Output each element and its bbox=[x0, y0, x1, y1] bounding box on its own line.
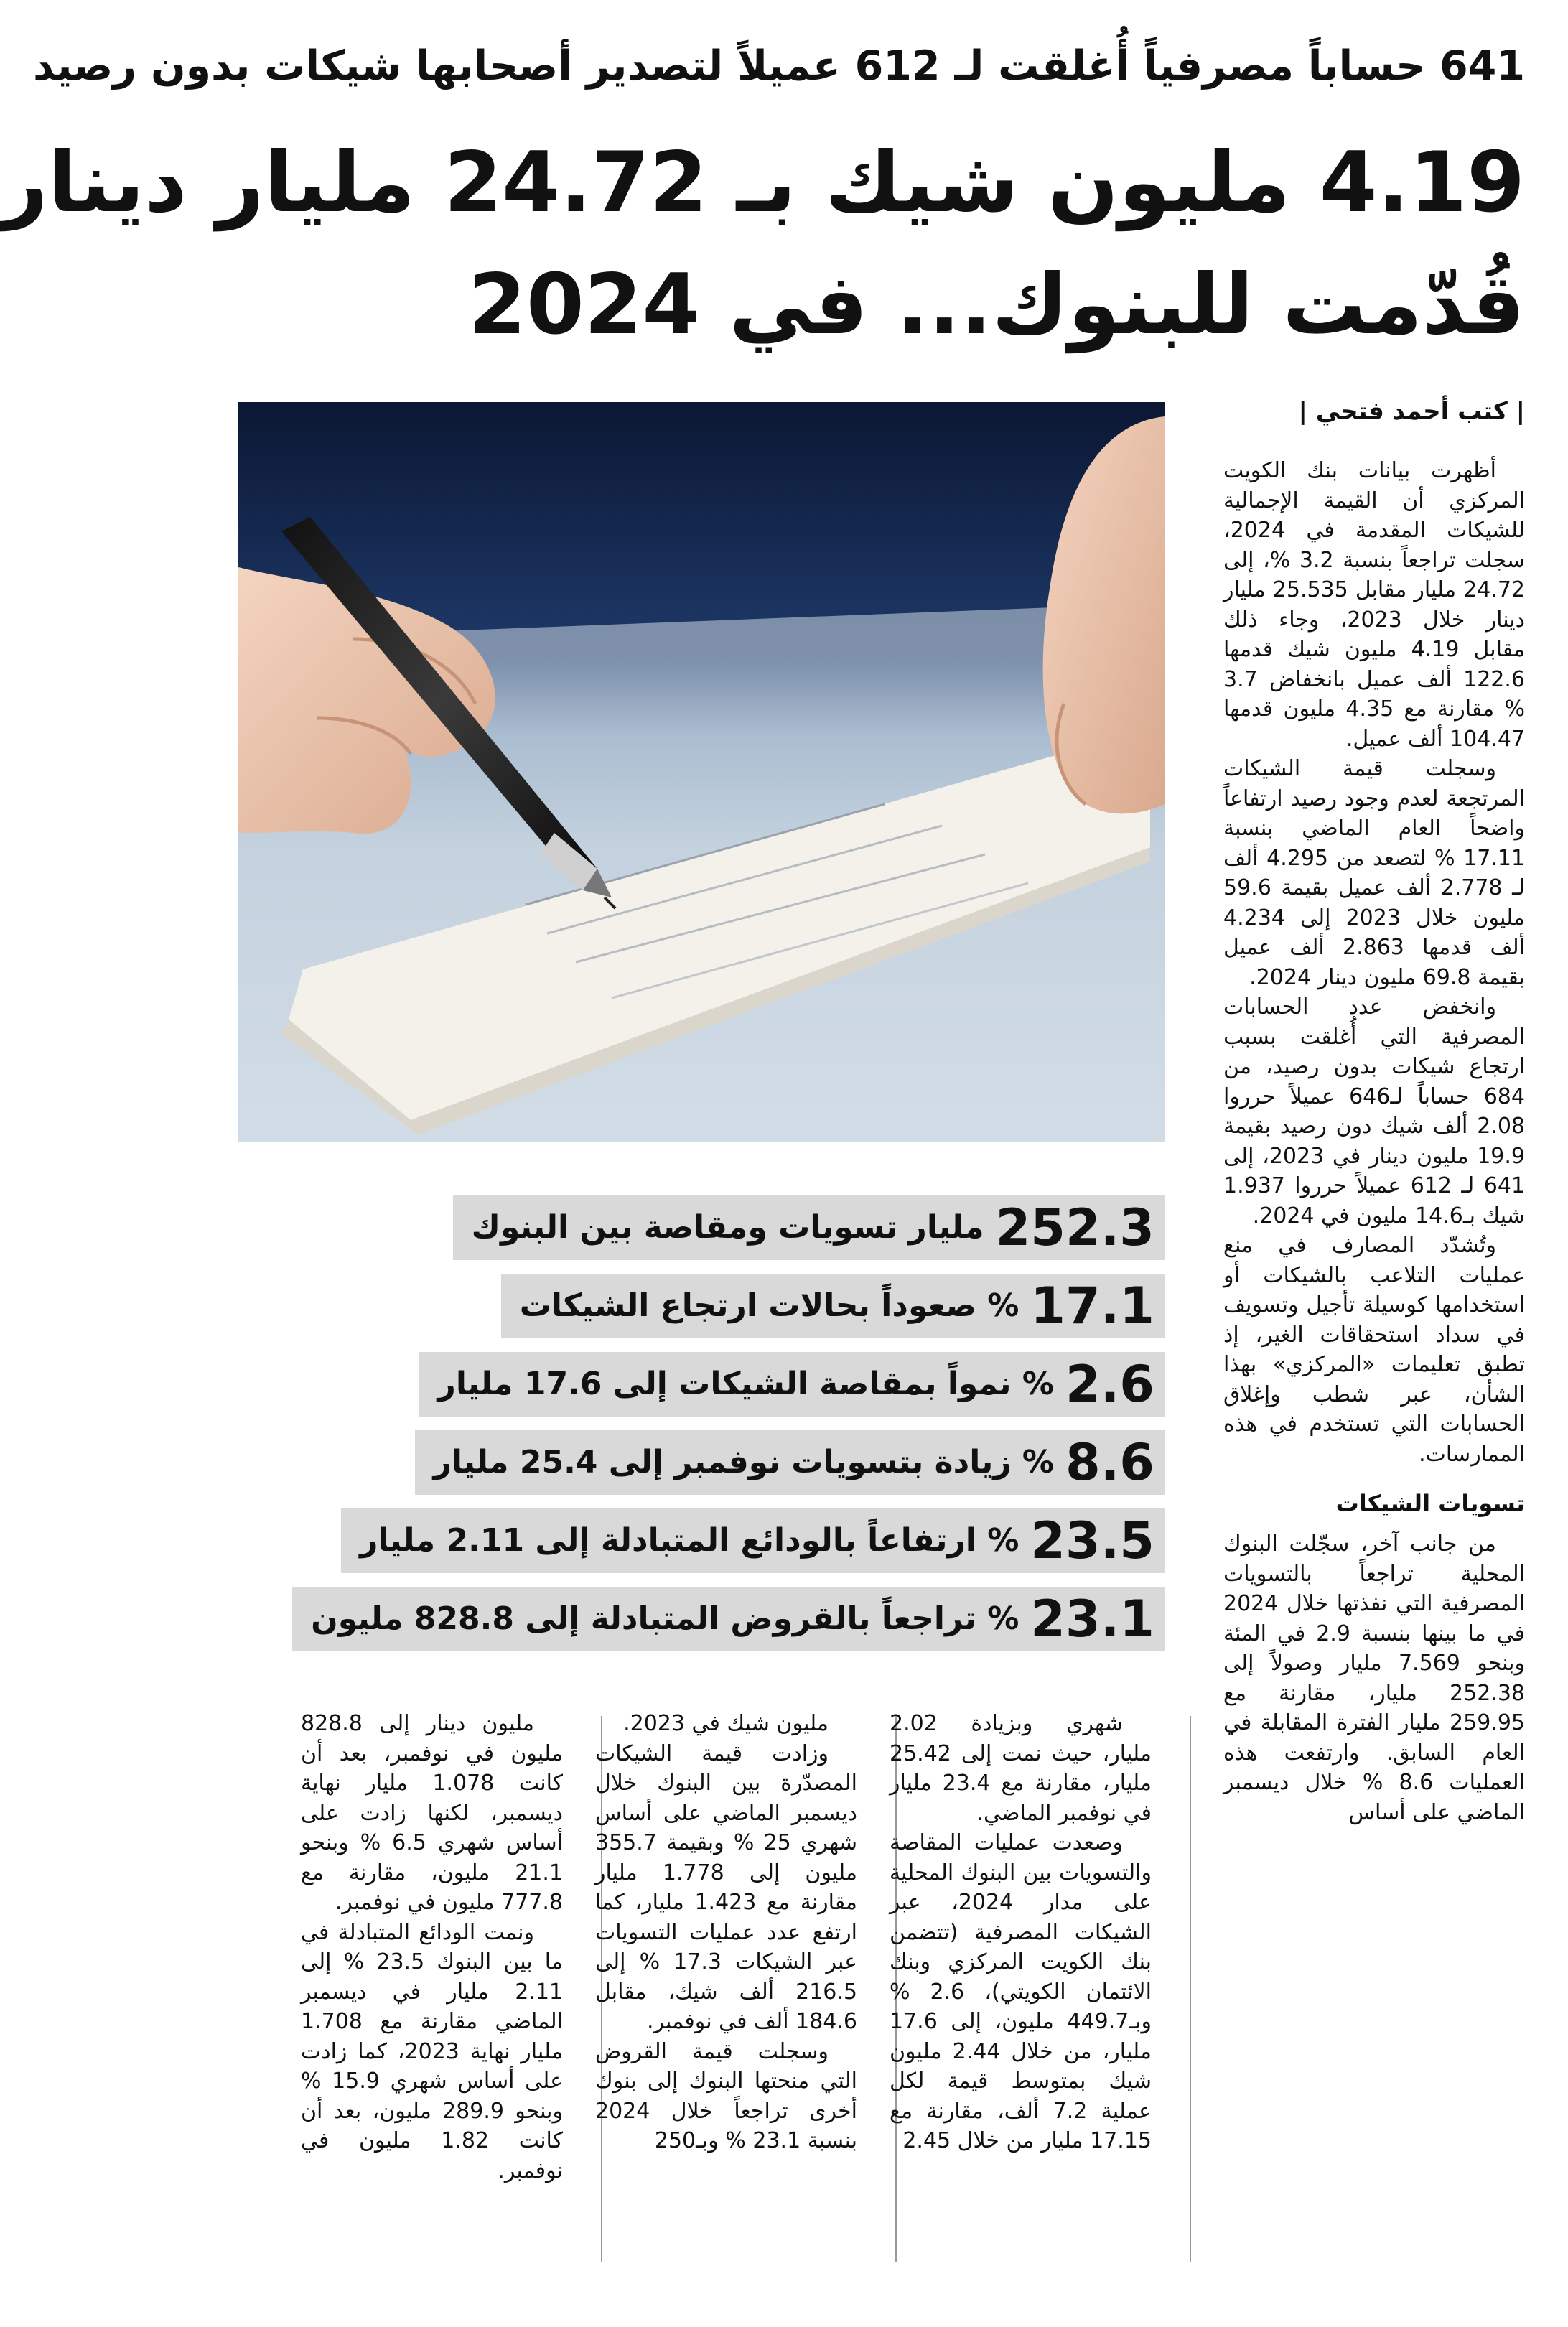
byline: | كتب أحمد فتحي | bbox=[1298, 397, 1525, 426]
column-divider bbox=[1190, 1716, 1191, 2262]
key-figure-4 bbox=[389, 1430, 1165, 1495]
key-figure-number: 8.6 bbox=[1065, 1433, 1154, 1492]
key-figure-1 bbox=[389, 1195, 1165, 1260]
bottom-text-column-2 bbox=[595, 1709, 857, 2156]
article-kicker: 641 حساباً مصرفياً أُغلقت لـ 612 عميلاً لتصدير أصحابها شيكات بدون رصيد bbox=[33, 42, 1525, 90]
paragraph: ونمت الودائع المتبادلة في ما بين البنوك 23.5 % إلى 2.11 مليار في ديسمبر الماضي مقارنة مع 1.708 مليار نهاية 2023، كما زادت على أساس شهري 15.9 % وبنحو 289.9 مليون، بعد أن كانت 1.82 مليون في نوفمبر. bbox=[301, 1919, 563, 2183]
key-figure-6 bbox=[311, 1587, 1165, 1651]
key-figure-number: 2.6 bbox=[1065, 1355, 1154, 1414]
paragraph: من جانب آخر، سجّلت البنوك المحلية تراجعاً بالتسويات المصرفية التي نفذتها خلال 2024 في ما بينها بنسبة 2.9 في المئة وبنحو 7.569 مليار وصولاً إلى 252.38 مليار، مقارنة مع 259.95 مليار الفترة المقابلة في العام السابق. وارتفعت هذه العمليات 8.6 % خلال ديسمبر الماضي على أساس bbox=[1223, 1531, 1525, 1825]
paragraph: وسجلت قيمة الشيكات المرتجعة لعدم وجود رصيد ارتفاعاً واضحاً العام الماضي بنسبة 17.11 % لتصعد من 4.295 ألف لـ 2.778 ألف عميل بقيمة 59.6 مليون خلال 2023 إلى 4.234 ألف قدمها 2.863 ألف عميل بقيمة 69.8 مليون دينار 2024. bbox=[1223, 756, 1525, 990]
headline-line-1: 4.19 مليون شيك بـ 24.72 مليار دينار bbox=[0, 134, 1525, 231]
paragraph: شهري وبزيادة 2.02 مليار، حيث نمت إلى 25.42 مليار، مقارنة مع 23.4 مليار في نوفمبر الماضي. bbox=[890, 1711, 1152, 1826]
bottom-text-column-1 bbox=[890, 1709, 1152, 2156]
paragraph: وصعدت عمليات المقاصة والتسويات بين البنوك المحلية على مدار 2024، عبر الشيكات المصرفية (تتضمن بنك الكويت المركزي وبنك الائتمان الكويتي)، 2.6 % وبـ449.7 مليون، إلى 17.6 مليار، من خلال 2.44 مليون شيك بمتوسط قيمة لكل عملية 7.2 ألف، مقارنة مع 17.15 مليار من خلال 2.45 bbox=[890, 1830, 1152, 2153]
section-subheading: تسويات الشيكات bbox=[1335, 1490, 1525, 1517]
photo-illustration bbox=[238, 402, 1165, 1142]
key-figure-text: % تراجعاً بالقروض المتبادلة إلى 828.8 مليون bbox=[311, 1600, 1019, 1637]
key-figure-text: % زيادة بتسويات نوفمبر إلى 25.4 مليار bbox=[433, 1444, 1054, 1480]
paragraph: أظهرت بيانات بنك الكويت المركزي أن القيمة الإجمالية للشيكات المقدمة في 2024، سجلت تراجعاً بنسبة 3.2 %، إلى 24.72 مليار مقابل 25.535 مليار دينار خلال 2023، وجاء ذلك مقابل 4.19 مليون شيك قدمها 122.6 ألف عميل بانخفاض 3.7 % مقارنة مع 4.35 مليون قدمها 104.47 ألف عميل. bbox=[1223, 458, 1526, 752]
key-figure-text: % نمواً بمقاصة الشيكات إلى 17.6 مليار bbox=[437, 1366, 1054, 1402]
key-figure-number: 17.1 bbox=[1030, 1277, 1154, 1335]
key-figure-text: مليار تسويات ومقاصة بين البنوك bbox=[471, 1209, 984, 1246]
paragraph: مليون دينار إلى 828.8 مليون في نوفمبر، بعد أن كانت 1.078 مليار نهاية ديسمبر، لكنها زادت على أساس شهري 6.5 % وبنحو 21.1 مليون، مقارنة مع 777.8 مليون في نوفمبر. bbox=[301, 1711, 563, 1915]
cheque-signing-photo bbox=[238, 402, 1165, 1142]
key-figure-5 bbox=[360, 1508, 1165, 1573]
key-figure-text: % صعوداً بحالات ارتجاع الشيكات bbox=[519, 1287, 1019, 1324]
key-figure-text: % ارتفاعاً بالودائع المتبادلة إلى 2.11 مليار bbox=[360, 1522, 1019, 1559]
key-figure-number: 23.1 bbox=[1030, 1590, 1154, 1649]
headline-line-2: قُدّمت للبنوك... في 2024 bbox=[468, 256, 1525, 353]
key-figure-2 bbox=[389, 1274, 1165, 1338]
article-headline bbox=[0, 122, 1525, 366]
key-figure-3 bbox=[389, 1352, 1165, 1417]
main-text-column bbox=[1223, 456, 1525, 1827]
paragraph: وسجلت قيمة القروض التي منحتها البنوك إلى بنوك أخرى تراجعاً خلال 2024 بنسبة 23.1 % وبـ250 bbox=[595, 2038, 857, 2153]
paragraph: وانخفض عدد الحسابات المصرفية التي أُغلقت بسبب ارتجاع شيكات بدون رصيد، من 684 حساباً لـ646 عميلاً حرروا 2.08 ألف شيك دون رصيد بقيمة 19.9 مليون دينار في 2023، إلى 641 لـ 612 عميلاً حرروا 1.937 شيك بـ14.6 مليون في 2024. bbox=[1223, 994, 1526, 1228]
paragraph: وزادت قيمة الشيكات المصدّرة بين البنوك خلال ديسمبر الماضي على أساس شهري 25 % وبقيمة 355.7 مليون إلى 1.778 مليار مقارنة مع 1.423 مليار، كما ارتفع عدد عمليات التسويات عبر الشيكات 17.3 % إلى 216.5 ألف شيك، مقابل 184.6 ألف في نوفمبر. bbox=[595, 1740, 858, 2034]
paragraph: مليون شيك في 2023. bbox=[623, 1711, 829, 1736]
key-figure-number: 23.5 bbox=[1030, 1511, 1154, 1570]
key-figure-number: 252.3 bbox=[995, 1198, 1154, 1257]
bottom-text-column-3 bbox=[301, 1709, 563, 2186]
key-figures-list bbox=[311, 1195, 1165, 1665]
paragraph: وتُشدّد المصارف في منع عمليات التلاعب بالشيكات أو استخدامها كوسيلة تأجيل وتسويف في سداد استحقاقات الغير، إذ تطبق تعليمات «المركزي» بهذا الشأن، عبر شطب وإغلاق الحسابات التي تستخدم في هذه الممارسات. bbox=[1223, 1233, 1525, 1467]
